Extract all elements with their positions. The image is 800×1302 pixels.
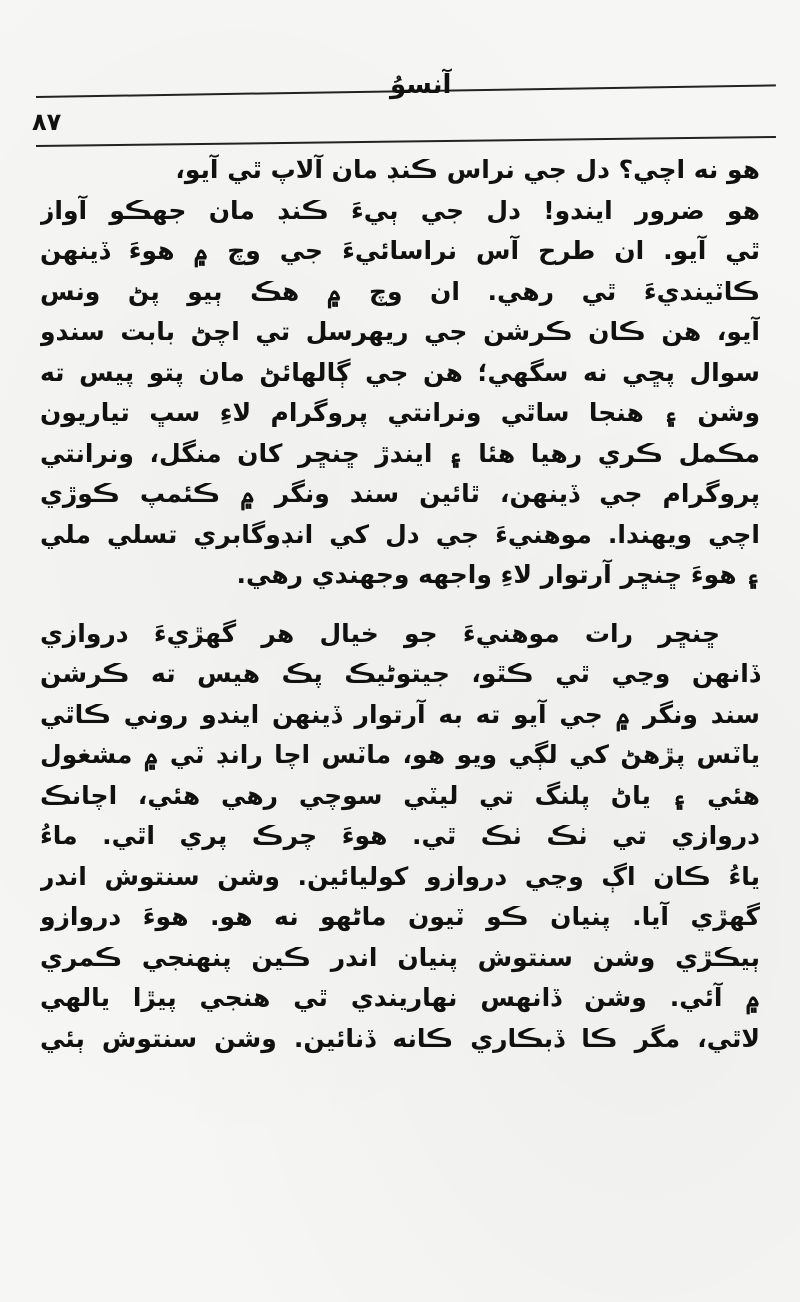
paragraph-1: [40, 150, 760, 596]
text-line: هئي ۽ ياڻ پلنگ تي ليٽي سوچي رهي هئي، اچانڪ: [40, 780, 760, 810]
text-line: ٻيڪڙي وشن سنتوش پنيان اندر ڪين پنهنجي ڪمري: [40, 942, 760, 972]
text-line: وشن ۽ هنجا ساٿي ونرانتي پروگرام لاءِ سڀ تياريون: [40, 398, 760, 427]
header-bottom-rule: [36, 136, 776, 147]
text-line: هو نه اچي؟ دل جي نراس ڪنڊ مان آلاپ ٿي آيو،: [175, 155, 760, 184]
body-text: [40, 150, 760, 1059]
text-line: ڪاٽينديءَ ٿي رهي. ان وچ ۾ هڪ ٻيو پڻ ونس: [40, 276, 760, 306]
text-line: لاٿي، مگر ڪا ڏبڪاري ڪانه ڏنائين. وشن سنتوش ٻئي: [40, 1023, 760, 1053]
running-title: آنسوُ: [390, 70, 452, 100]
text-line: هو ضرور ايندو! دل جي ٻيءَ ڪنڊ مان جهڪو آواز: [40, 195, 760, 225]
text-line: آيو، هن ڪان ڪرشن جي ريهرسل تي اچڻ بابت سندو: [40, 317, 760, 346]
text-line: ٿي آيو. ان طرح آس نراسائيءَ جي وچ ۾ هوءَ ڏينهن: [40, 236, 760, 265]
text-line: ۾ آئي. وشن ڏانهس نهاريندي ٿي هنجي پيڙا يالهي: [40, 983, 760, 1012]
paragraph-gap: [40, 596, 760, 614]
text-line: ڏانهن وڃي ٿي ڪٿو، جيتوڻيڪ پڪ هيس ته ڪرشن: [40, 659, 760, 688]
text-line: ياٽس پڙهڻ کي لڳي ويو هو، ماٽس اچا رانڊ ٽي ۾ مشغول: [40, 740, 760, 769]
text-line: سوال پڇي نه سگهي؛ هن جي ڳالهائڻ مان پتو پيس ته: [40, 357, 760, 387]
text-line: سند ونگر ۾ جي آيو ته به آرتوار ڏينهن ايندو روني ڪاٿي: [40, 699, 760, 729]
text-line: ياءُ ڪان اڳ وڃي دروازو کوليائين. وشن سنتوش اندر: [40, 861, 760, 891]
text-line: اچي ويهندا. موهنيءَ جي دل کي انڊوگابري تسلي ملي: [40, 519, 760, 549]
text-line: ڇنڇر رات موهنيءَ جو خيال هر گهڙيءَ دروازي: [40, 618, 720, 648]
paragraph-2: [40, 614, 760, 1060]
page-number: ٨٧: [32, 108, 62, 136]
text-line: مڪمل ڪري رهيا هئا ۽ ايندڙ ڇنڇر کان منگل، ونرانتي: [40, 438, 760, 468]
text-line: ۽ هوءَ ڇنڇر آرتوار لاءِ واجهه وجهندي رهي.: [236, 560, 760, 589]
text-line: دروازي تي ٺڪ ٺڪ ٿي. هوءَ چرڪ پري اٿي. ماءُ: [40, 821, 760, 850]
text-line: پروگرام جي ڏينهن، ٿائين سند ونگر ۾ ڪئمپ ڪوڙي: [40, 479, 760, 508]
text-line: گهڙي آيا. پنيان ڪو ٽيون ماڻهو نه هو. هوءَ دروازو: [40, 902, 760, 931]
